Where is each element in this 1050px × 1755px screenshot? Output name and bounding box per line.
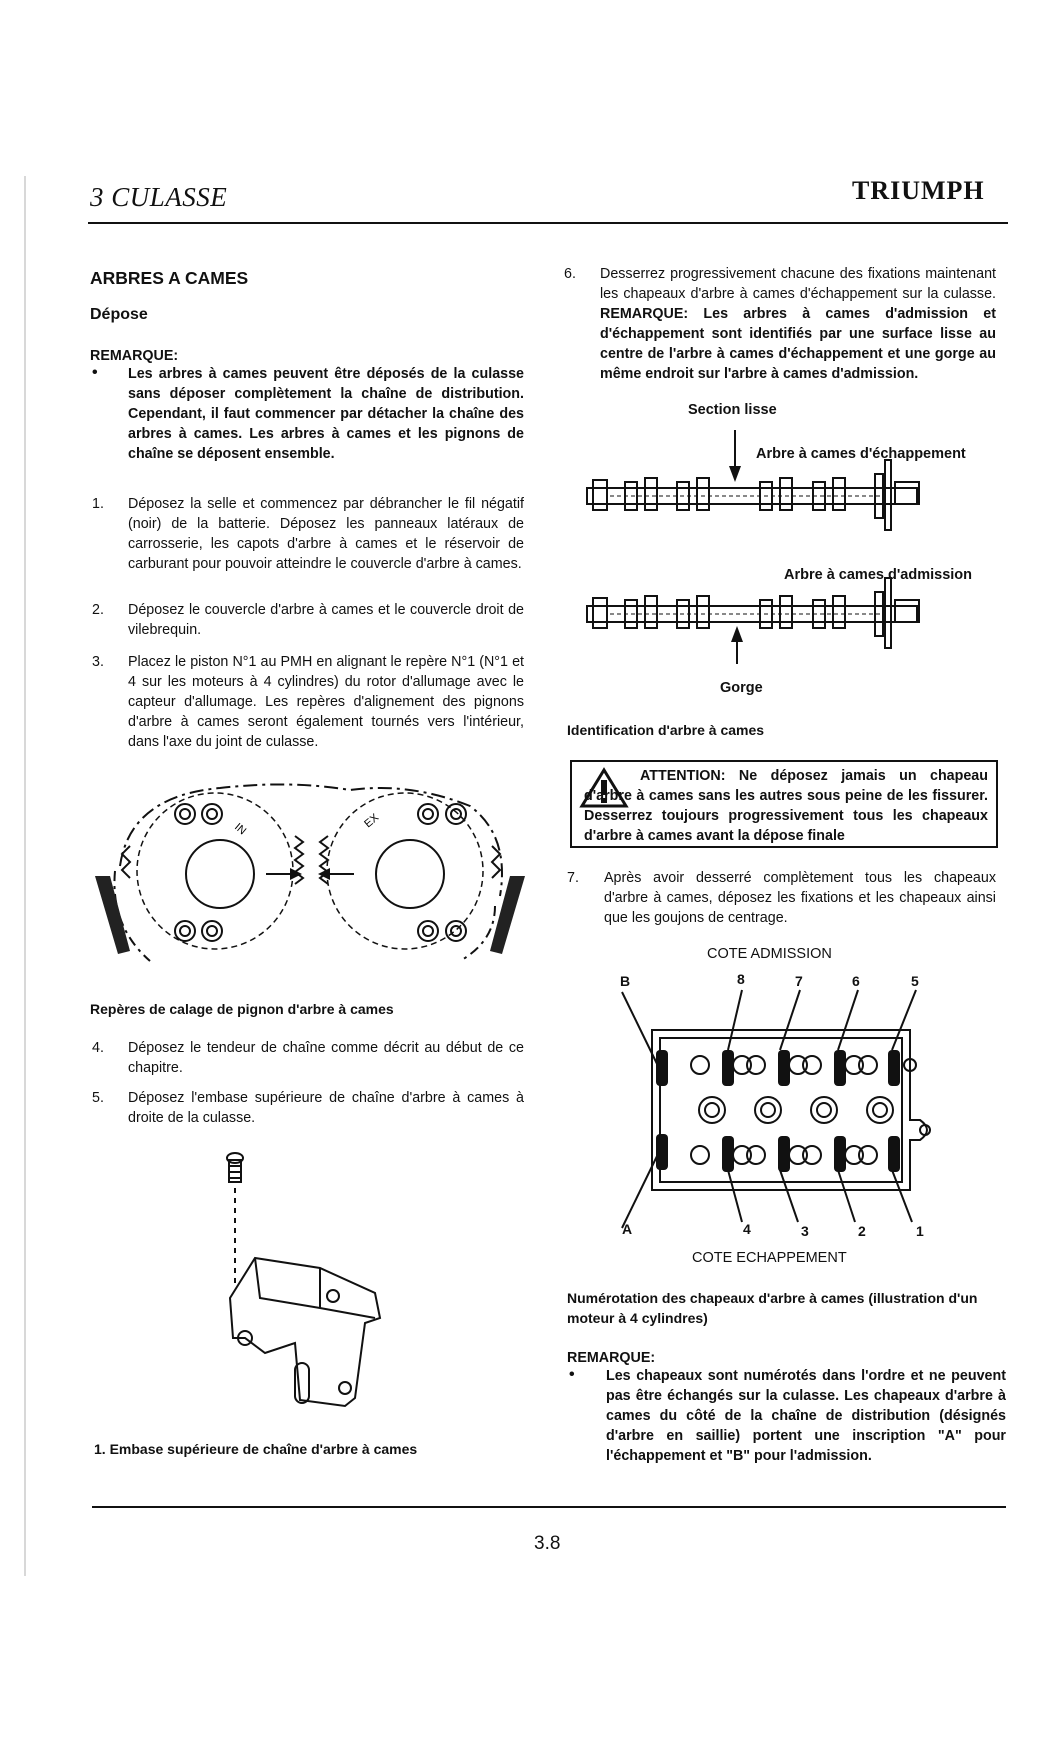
exhaust-camshaft-label: Arbre à cames d'échappement (756, 446, 966, 462)
header-rule (88, 222, 1008, 224)
page-number: 3.8 (534, 1533, 561, 1554)
exhaust-side-label: COTE ECHAPPEMENT (692, 1250, 847, 1266)
camshaft-caption: Identification d'arbre à cames (567, 722, 765, 738)
step6-text: Desserrez progressivement chacune des fixations maintenant les chapeaux d'arbre à cames d'échappement sur la culasse. (600, 266, 996, 302)
exhaust-camshaft-illustration (585, 430, 955, 520)
chain-guide-bracket-illustration (225, 1148, 405, 1408)
remark-text: Les chapeaux sont numérotés dans l'ordre et ne peuvent pas être échangés sur la culasse. Les chapeaux d'arbre à cames du côté de la chaîne de distribution (désignés d'arbre en saillie) portent une inscription "A" pour l'échappement et "B" pour l'admission. (606, 1368, 1006, 1464)
step-number: 6. (564, 266, 576, 282)
intake-camshaft-label: Arbre à cames d'admission (784, 567, 972, 583)
intake-side-label: COTE ADMISSION (707, 946, 832, 962)
ex-mark: EX (362, 811, 382, 831)
remark-bullet: • (569, 1366, 575, 1383)
marker-7: 7 (795, 973, 803, 989)
warning-box (570, 760, 998, 848)
step-text (600, 264, 996, 384)
triumph-logo: TRIUMPH (852, 176, 985, 205)
page-edge (24, 176, 26, 1576)
marker-5: 5 (911, 973, 919, 989)
groove-label: Gorge (720, 680, 763, 696)
in-mark: IN (232, 821, 249, 838)
step-text: Placez le piston N°1 au PMH en alignant le repère N°1 (N°1 et 4 sur les moteurs à 4 cylindres) du rotor d'allumage avec le capteur d'allumage. Les repères d'alignement des pignons d'arbre à cames seront également tournés vers l'intérieur, dans l'axe du joint de culasse. (128, 654, 524, 750)
step-text: Après avoir desserré complètement tous les chapeaux d'arbre à cames, déposez les fixations et les chapeaux ainsi que les goujons de centrage. (604, 870, 996, 926)
remark-text: Les arbres à cames peuvent être déposés de la culasse sans déposer complètement la chaîne de distribution. Cependant, il faut commencer par détacher la chaîne des arbres à cames. Les arbres à cames et les pignons de chaîne se déposent ensemble. (128, 366, 524, 462)
intake-camshaft-illustration (585, 588, 955, 668)
step-number: 2. (92, 602, 104, 618)
step-number: 5. (92, 1090, 104, 1106)
step-number: 3. (92, 654, 104, 670)
marker-1: 1 (916, 1223, 924, 1239)
marker-a: A (622, 1221, 633, 1237)
section-title: ARBRES A CAMES (90, 268, 249, 288)
remark-bullet: • (92, 364, 98, 381)
chapter-title: 3 CULASSE (90, 182, 228, 212)
marker-6: 6 (852, 973, 860, 989)
subsection-title: Dépose (90, 306, 148, 323)
marker-3: 3 (801, 1223, 809, 1239)
step-text: Déposez le tendeur de chaîne comme décrit au début de ce chapitre. (128, 1040, 524, 1076)
smooth-section-label: Section lisse (688, 402, 777, 418)
sprocket-timing-illustration (90, 776, 530, 966)
step-text: Déposez le couvercle d'arbre à cames et le couvercle droit de vilebrequin. (128, 602, 524, 638)
step-number: 1. (92, 496, 104, 512)
bracket-caption: 1. Embase supérieure de chaîne d'arbre à cames (94, 1441, 418, 1457)
warning-text: ATTENTION: Ne déposez jamais un chapeau d'arbre à cames sans les autres sous peine de les fissurer. Desserrez toujours progressivement tous les chapeaux d'arbre à cames avant la dépose finale (584, 768, 988, 844)
step-number: 7. (567, 870, 579, 886)
sprocket-caption: Repères de calage de pignon d'arbre à cames (90, 1001, 394, 1017)
footer-rule (92, 1506, 1006, 1508)
marker-4: 4 (743, 1221, 751, 1237)
marker-8: 8 (737, 971, 745, 987)
remark-label: REMARQUE: (90, 348, 179, 364)
step-text: Déposez l'embase supérieure de chaîne d'arbre à cames à droite de la culasse. (128, 1090, 524, 1126)
marker-b: B (620, 973, 631, 989)
remark-label: REMARQUE: (567, 1350, 656, 1366)
step-number: 4. (92, 1040, 104, 1056)
step-text: Déposez la selle et commencez par débrancher le fil négatif (noir) de la batterie. Déposez les panneaux latéraux de carrosserie, les capots d'arbre à cames et le réservoir de carburant pour pouvoir atteindre le couvercle d'arbre à cames. (128, 496, 524, 572)
marker-2: 2 (858, 1223, 866, 1239)
step6-remark: REMARQUE: Les arbres à cames d'admission et d'échappement sont identifiés par une surface lisse au centre de l'arbre à cames d'échappement et une gorge au même endroit sur l'arbre à cames d'admission. (600, 306, 996, 382)
head-caption: Numérotation des chapeaux d'arbre à cames (illustration d'un moteur à 4 cylindres) (567, 1290, 978, 1326)
cylinder-head-cap-diagram (620, 990, 940, 1230)
